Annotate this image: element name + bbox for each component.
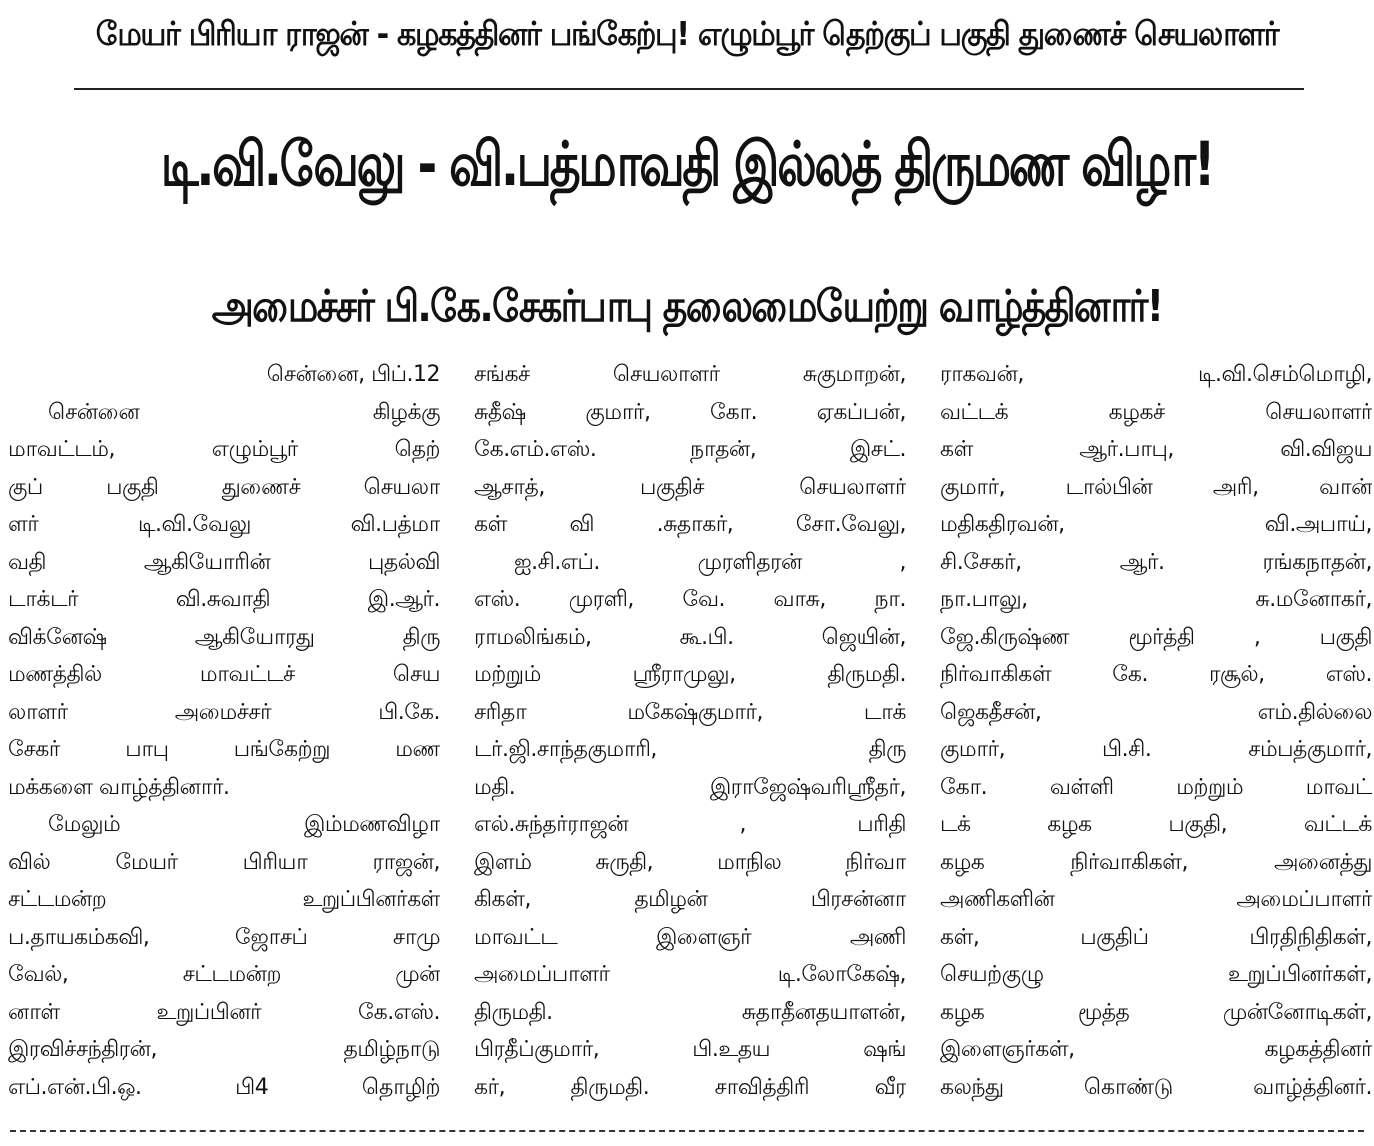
text-line: மாவட்ட இளைஞர் அணி [474, 924, 906, 950]
text-line: குப் பகுதி துணைச் செயலா [8, 474, 440, 500]
text-line: கிகள், தமிழன் பிரசன்னா [474, 887, 906, 912]
text-line: சரிதா மகேஷ்குமார், டாக் [474, 699, 906, 725]
text-line: ஜெகதீசன், எம்.தில்லை [940, 699, 1372, 725]
article-column-2 [474, 356, 906, 1106]
kicker-line: மேயர் பிரியா ராஜன் - கழகத்தினர் பங்கேற்பு! எழும்பூர் தெற்குப் பகுதி துணைச் செயலாளர் [95, 14, 1279, 53]
text-line: வில் மேயர் பிரியா ராஜன், [8, 849, 440, 875]
text-line: மணத்தில் மாவட்டச் செய [8, 662, 440, 687]
text-line: பிரதீப்குமார், பி.உதய ஷங் [474, 1037, 906, 1062]
article-column-3 [940, 356, 1372, 1106]
header-rule [74, 88, 1304, 90]
text-line: கழக மூத்த முன்னோடிகள், [940, 999, 1372, 1025]
text-line: வதி ஆகியோரின் புதல்வி [8, 549, 440, 575]
text-line: சங்கச் செயலாளர் சுகுமாறன், [474, 362, 906, 387]
text-line: ப.தாயகம்கவி, ஜோசப் சாமு [8, 924, 440, 950]
text-line: நிர்வாகிகள் கே. ரசூல், எஸ். [940, 662, 1372, 687]
dateline: சென்னை, பிப்.12 [266, 362, 440, 387]
text-line: எல்.சுந்தர்ராஜன் , பரிதி [474, 812, 906, 837]
text-line: ராமலிங்கம், கூ.பி. ஜெயின், [474, 624, 906, 650]
footer-dashed-rule [10, 1130, 1364, 1132]
subheadline: அமைச்சர் பி.கே.சேகர்பாபு தலைமையேற்று வாழ்த்தினார்! [211, 281, 1163, 332]
text-line: டர்.ஜி.சாந்தகுமாரி, திரு [474, 737, 906, 762]
text-line: சுதீஷ் குமார், கோ. ஏகப்பன், [474, 399, 906, 425]
text-line: சி.சேகர், ஆர். ரங்கநாதன், [940, 549, 1372, 575]
text-line: கள், பகுதிப் பிரதிநிதிகள், [940, 924, 1372, 950]
text-line: குமார், பி.சி. சம்பத்குமார், [940, 737, 1372, 762]
text-line: திருமதி. சுதாதீனதயாளன், [474, 999, 906, 1025]
text-line: டக் கழக பகுதி, வட்டக் [940, 812, 1372, 837]
text-line: வட்டக் கழகச் செயலாளர் [940, 399, 1372, 425]
text-line: மற்றும் ஸ்ரீராமுலு, திருமதி. [474, 662, 906, 687]
article-column-1 [8, 356, 440, 1106]
text-line: கர், திருமதி. சாவித்திரி வீர [474, 1074, 906, 1100]
text-line: நா.பாலு, சு.மனோகர், [940, 587, 1372, 612]
text-line: னாள் உறுப்பினர் கே.எஸ். [8, 999, 440, 1025]
text-line: மேலும் இம்மணவிழா [48, 812, 440, 837]
text-line: செயற்குழு உறுப்பினர்கள், [940, 962, 1372, 987]
text-line: விக்னேஷ் ஆகியோரது திரு [8, 624, 440, 650]
text-line: அமைப்பாளர் டி.லோகேஷ், [474, 962, 906, 987]
text-line: மாவட்டம், எழும்பூர் தெற் [8, 437, 440, 462]
text-line: ராகவன், டி.வி.செம்மொழி, [940, 362, 1372, 387]
text-line: எஸ். முரளி, வே. வாசு, நா. [474, 587, 906, 612]
text-line: சென்னை கிழக்கு [48, 399, 440, 425]
text-line: ஐ.சி.எப். முரளிதரன் , [514, 549, 906, 575]
text-line: எப்.என்.பி.ஒ. பி4 தொழிற் [8, 1074, 440, 1100]
text-line: கழக நிர்வாகிகள், அனைத்து [940, 849, 1372, 875]
text-line: சேகர் பாபு பங்கேற்று மண [8, 737, 440, 762]
text-line: சட்டமன்ற உறுப்பினர்கள் [8, 887, 440, 912]
text-line: ஆசாத், பகுதிச் செயலாளர் [474, 474, 906, 500]
text-line: கள் வி .சுதாகர், சோ.வேலு, [474, 512, 906, 537]
text-line: மதிகதிரவன், வி.அபாய், [940, 512, 1372, 537]
text-line: கோ. வள்ளி மற்றும் மாவட் [940, 774, 1372, 800]
text-line: மக்களை வாழ்த்தினார். [8, 774, 230, 800]
text-line: ஜே.கிருஷ்ண மூர்த்தி , பகுதி [940, 624, 1372, 650]
text-line: கலந்து கொண்டு வாழ்த்தினர். [940, 1074, 1372, 1100]
text-line: இரவிச்சந்திரன், தமிழ்நாடு [8, 1037, 440, 1062]
text-line: ளர் டி.வி.வேலு வி.பத்மா [8, 512, 440, 537]
text-line: இளைஞர்கள், கழகத்தினர் [940, 1037, 1372, 1062]
text-line: கே.எம்.எஸ். நாதன், இசட். [474, 437, 906, 462]
text-line: லாளர் அமைச்சர் பி.கே. [8, 699, 440, 725]
headline: டி.வி.வேலு - வி.பத்மாவதி இல்லத் திருமண விழா! [160, 129, 1214, 200]
text-line: கள் ஆர்.பாபு, வி.விஜய [940, 437, 1372, 462]
text-line: குமார், டால்பின் அரி, வான் [940, 474, 1372, 500]
text-line: வேல், சட்டமன்ற முன் [8, 962, 440, 987]
text-line: அணிகளின் அமைப்பாளர் [940, 887, 1372, 912]
text-line: டாக்டர் வி.சுவாதி இ.ஆர். [8, 587, 440, 612]
text-line: மதி. இராஜேஷ்வரிஸ்ரீதர், [474, 774, 906, 800]
text-line: இளம் சுருதி, மாநில நிர்வா [474, 849, 906, 875]
